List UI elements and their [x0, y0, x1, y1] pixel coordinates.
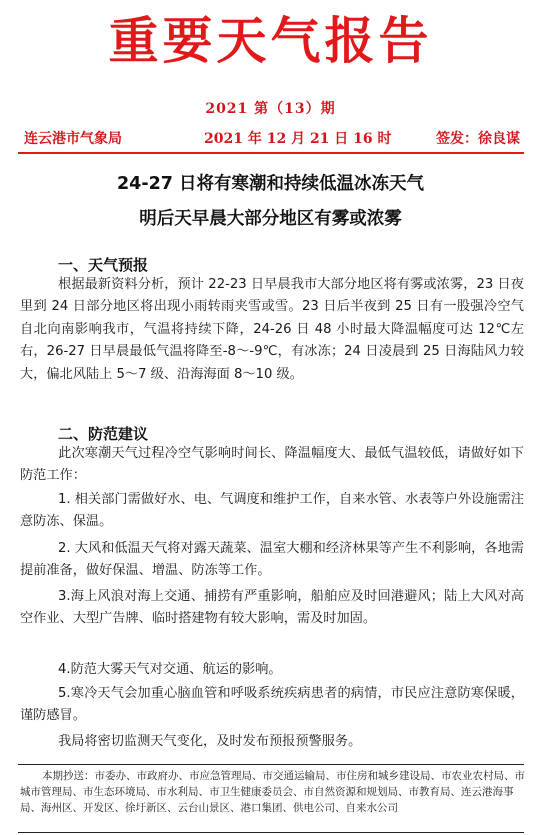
footer-divider-bottom — [18, 832, 524, 833]
header-divider — [18, 152, 524, 154]
forecast-paragraph — [20, 274, 524, 386]
advice-item-5-text: 5.寒冷天气会加重心脑血管和呼吸系统疾病患者的病情，市民应注意防寒保暖，谨防感冒。 — [20, 686, 524, 724]
report-meta-row — [24, 128, 520, 148]
advice-item-1-text: 1. 相关部门需做好水、电、气调度和维护工作，自来水管、水表等户外设施需注意防冻、保温。 — [20, 492, 524, 530]
monitoring-note-text: 我局将密切监测天气变化，及时发布预报预警服务。 — [58, 734, 362, 749]
advice-item-4-text: 4.防范大雾天气对交通、航运的影响。 — [58, 662, 282, 677]
issue-datetime: 2021 年 12 月 21 日 16 时 — [204, 131, 392, 147]
section-heading-forecast: 一、天气预报 — [58, 256, 149, 274]
section-heading-advice: 二、防范建议 — [58, 425, 149, 443]
headline-line-1: 24-27 日将有寒潮和持续低温冰冻天气 — [116, 174, 425, 194]
advice-item-2-text: 2. 大风和低温天气将对露天蔬菜、温室大棚和经济林果等产生不利影响，各地需提前准备，做好保温、增温、防冻等工作。 — [20, 541, 524, 579]
advice-item-4 — [20, 659, 524, 681]
advice-item-1 — [20, 489, 524, 534]
advice-intro-text: 此次寒潮天气过程冷空气影响时间长、降温幅度大、最低气温较低，请做好如下防范工作： — [20, 446, 524, 484]
distribution-list-text: 本期抄送：市委办、市政府办、市应急管理局、市交通运输局、市住房和城乡建设局、市农业农村局、市城市管理局、市生态环境局、市水利局、市卫生健康委员会、市自然资源和规划局、市教育局、连云港海事局、海州区、开发区、徐圩新区、云台山景区、港口集团、供电公司、自来水公司 — [20, 770, 525, 814]
advice-item-5 — [20, 683, 524, 728]
monitoring-note — [20, 731, 524, 753]
headline-line-2: 明后天早晨大部分地区有雾或浓雾 — [139, 209, 402, 229]
forecast-paragraph-text: 根据最新资料分析，预计 22-23 日早晨我市大部分地区将有雾或浓雾，23 日夜里到 24 日部分地区将出现小雨转雨夹雪或雪。23 日后半夜到 25 日有一股强冷空气自北向南影响我市，气温将持续下降，24-26 日 48 小时最大降温幅度可达 12℃左右，26-27 日早晨最低气温将降至-8～-9℃，有冰冻；24 日凌晨到 25 日海陆风力较大，偏北风陆上 5～7 级、沿海海面 8～10 级。 — [20, 277, 524, 382]
advice-item-3 — [20, 586, 524, 631]
issue-number: 2021 第（13）期 — [205, 101, 336, 117]
advice-item-2 — [20, 538, 524, 583]
signer: 签发：徐良谋 — [436, 131, 520, 147]
issuing-bureau: 连云港市气象局 — [24, 131, 122, 147]
advice-item-3-text: 3.海上风浪对海上交通、捕捞有严重影响，船舶应及时回港避风；陆上大风对高空作业、大型广告牌、临时搭建物有较大影响，需及时加固。 — [20, 589, 524, 627]
footer-divider-top — [18, 764, 524, 765]
distribution-list — [20, 768, 526, 816]
advice-intro — [20, 443, 524, 488]
report-masthead: 重要天气报告 — [108, 11, 433, 70]
